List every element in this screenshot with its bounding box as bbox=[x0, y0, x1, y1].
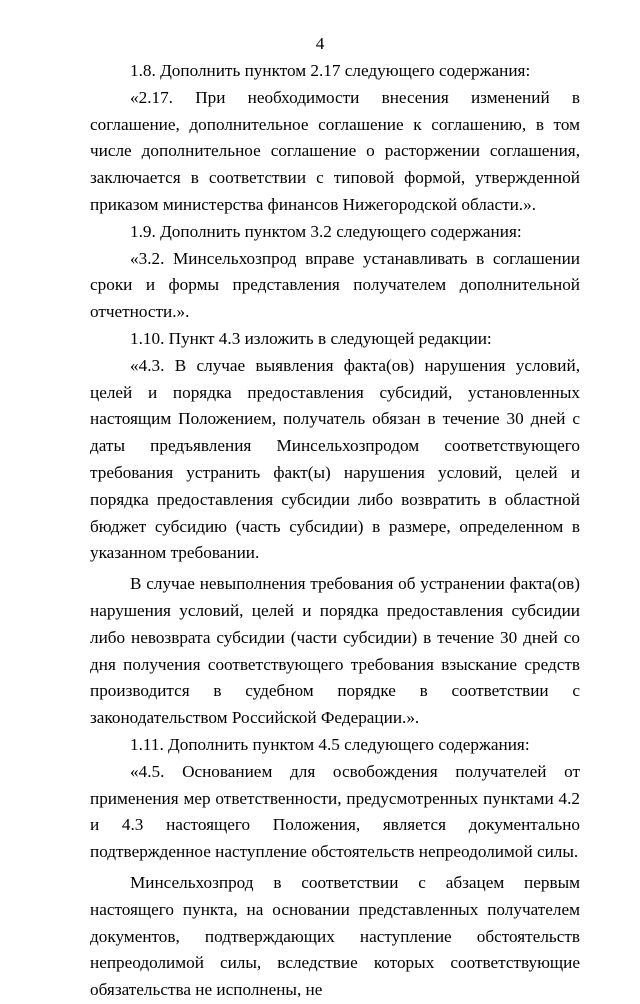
paragraph-3-2: «3.2. Минсельхозпрод вправе устанавливать в соглашении сроки и формы представления получателем дополнительной отчетности.». bbox=[90, 248, 580, 322]
paragraph-1-9: 1.9. Дополнить пунктом 3.2 следующего содержания: bbox=[130, 221, 522, 241]
paragraph-1-10: 1.10. Пункт 4.3 изложить в следующей редакции: bbox=[130, 328, 492, 348]
paragraph-4-3-second: В случае невыполнения требования об устранении факта(ов) нарушения условий, целей и порядка предоставления субсидии либо невозврата субсидии (части субсидии) в течение 30 дней со дня получения соответствующего требования взыскание средств производится в судебном порядке в соответствии с законодательством Российской Федерации.». bbox=[90, 574, 580, 728]
paragraph-1-8: 1.8. Дополнить пунктом 2.17 следующего содержания: bbox=[130, 61, 531, 80]
paragraph-4-5-second: Минсельхозпрод в соответствии с абзацем первым настоящего пункта, на основании представленных получателем документов, подтверждающих наступление обстоятельств непреодолимой силы, вследствие которых соответствующие обязательства не исполнены, не bbox=[90, 872, 580, 1000]
paragraph-4-3: «4.3. В случае выявления факта(ов) нарушения условий, целей и порядка предоставления субсидий, установленных настоящим Положением, получатель обязан в течение 30 дней с даты предъявления Минсельхозпродом соответствующего требования устранить факт(ы) нарушения условий, целей и порядка предоставления субсидии либо возвратить в областной бюджет субсидию (часть субсидии) в размере, определенном в указанном требовании. bbox=[90, 355, 580, 563]
page-number: 4 bbox=[315, 34, 325, 53]
paragraph-1-11: 1.11. Дополнить пунктом 4.5 следующего содержания: bbox=[130, 734, 530, 754]
document-body bbox=[90, 58, 580, 1004]
paragraph-4-5: «4.5. Основанием для освобождения получателей от применения мер ответственности, предусмотренных пунктами 4.2 и 4.3 настоящего Положения, является документально подтвержденное наступление обстоятельств непреодолимой силы. bbox=[90, 761, 580, 862]
paragraph-2-17: «2.17. При необходимости внесения изменений в соглашение, дополнительное соглашение к соглашению, в том числе дополнительное соглашение о расторжении соглашения, заключается в соответствии с типовой формой, утвержденной приказом министерства финансов Нижегородской области.». bbox=[90, 87, 580, 214]
